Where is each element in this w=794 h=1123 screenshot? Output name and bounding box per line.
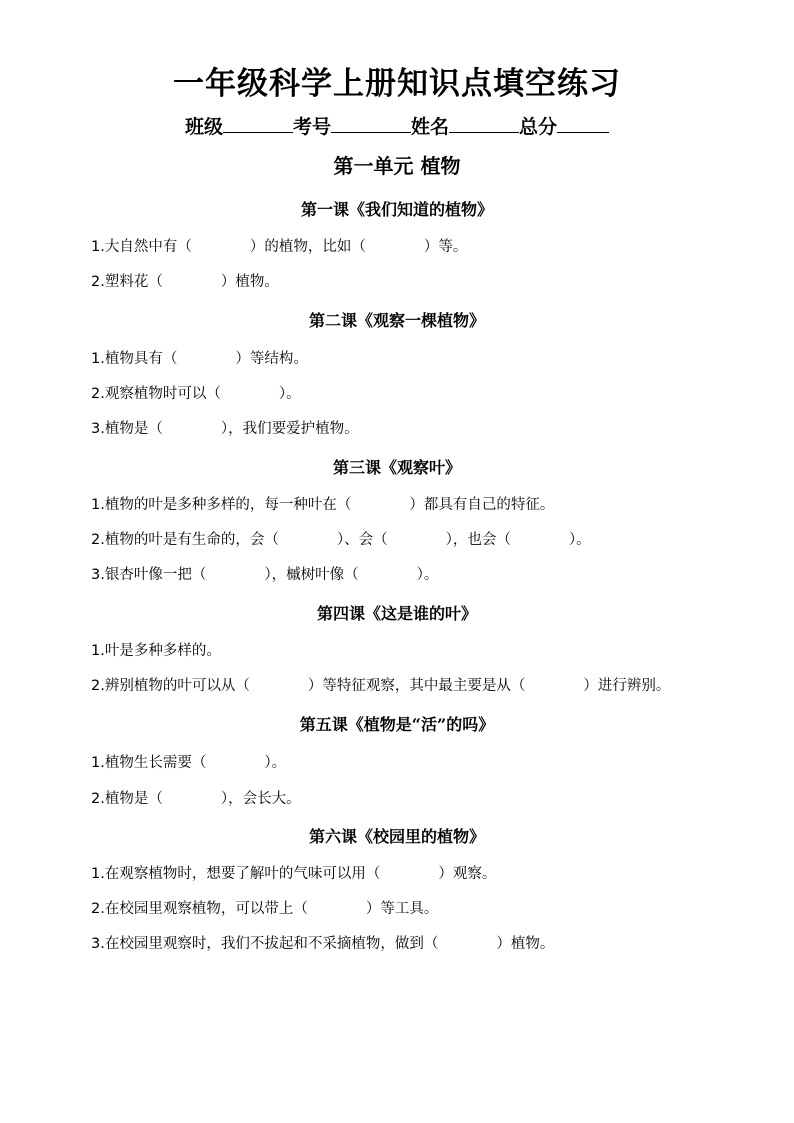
unit-title: 第一单元 植物 [333,154,461,178]
lesson-3-question-1: 1.植物的叶是多种多样的，每一种叶在（ ）都具有自己的特征。 [91,497,555,513]
lesson-3-question-2: 2.植物的叶是有生命的，会（ ）、会（ ），也会（ ）。 [91,532,591,548]
class-label: 班级 [184,116,223,138]
lesson-2-question-3: 3.植物是（ ），我们要爱护植物。 [91,421,359,437]
lesson-1-question-1: 1.大自然中有（ ）的植物，比如（ ）等。 [91,239,468,255]
lesson-1-question-2: 2.塑料花（ ）植物。 [91,274,279,290]
lesson-2-question-1: 1.植物具有（ ）等结构。 [91,351,308,367]
name-label: 姓名 [411,116,450,138]
lesson-6-question-2: 2.在校园里观察植物，可以带上（ ）等工具。 [91,901,439,917]
lesson-2-title: 第二课《观察一棵植物》 [308,311,485,330]
lesson-6-question-3: 3.在校园里观察时，我们不拔起和不采摘植物，做到（ ）植物。 [91,936,555,952]
lesson-4-question-1: 1.叶是多种多样的。 [91,643,221,659]
score-label: 总分 [519,116,558,138]
page-title: 一年级科学上册知识点填空练习 [173,66,621,102]
lesson-5-question-1: 1.植物生长需要（ ）。 [91,755,287,771]
student-info-line [0,112,794,139]
lesson-3-title: 第三课《观察叶》 [332,458,461,477]
lesson-5-question-2: 2.植物是（ ），会长大。 [91,791,301,807]
name-blank[interactable] [449,114,519,133]
class-blank[interactable] [223,114,293,133]
lesson-2-question-2: 2.观察植物时可以（ ）。 [91,386,301,402]
lesson-4-title: 第四课《这是谁的叶》 [316,604,477,623]
lesson-1-title: 第一课《我们知道的植物》 [300,200,493,219]
lesson-6-question-1: 1.在观察植物时，想要了解叶的气味可以用（ ）观察。 [91,866,497,882]
exam-number-blank[interactable] [331,114,411,133]
score-blank[interactable] [557,114,609,133]
lesson-3-question-3: 3.银杏叶像一把（ ），槭树叶像（ ）。 [91,567,439,583]
lesson-5-title: 第五课《植物是“活”的吗》 [299,715,495,734]
exam-number-label: 考号 [292,116,331,138]
lesson-4-question-2: 2.辨别植物的叶可以从（ ）等特征观察，其中最主要是从（ ）进行辨别。 [91,678,671,694]
lesson-6-title: 第六课《校园里的植物》 [308,827,485,846]
